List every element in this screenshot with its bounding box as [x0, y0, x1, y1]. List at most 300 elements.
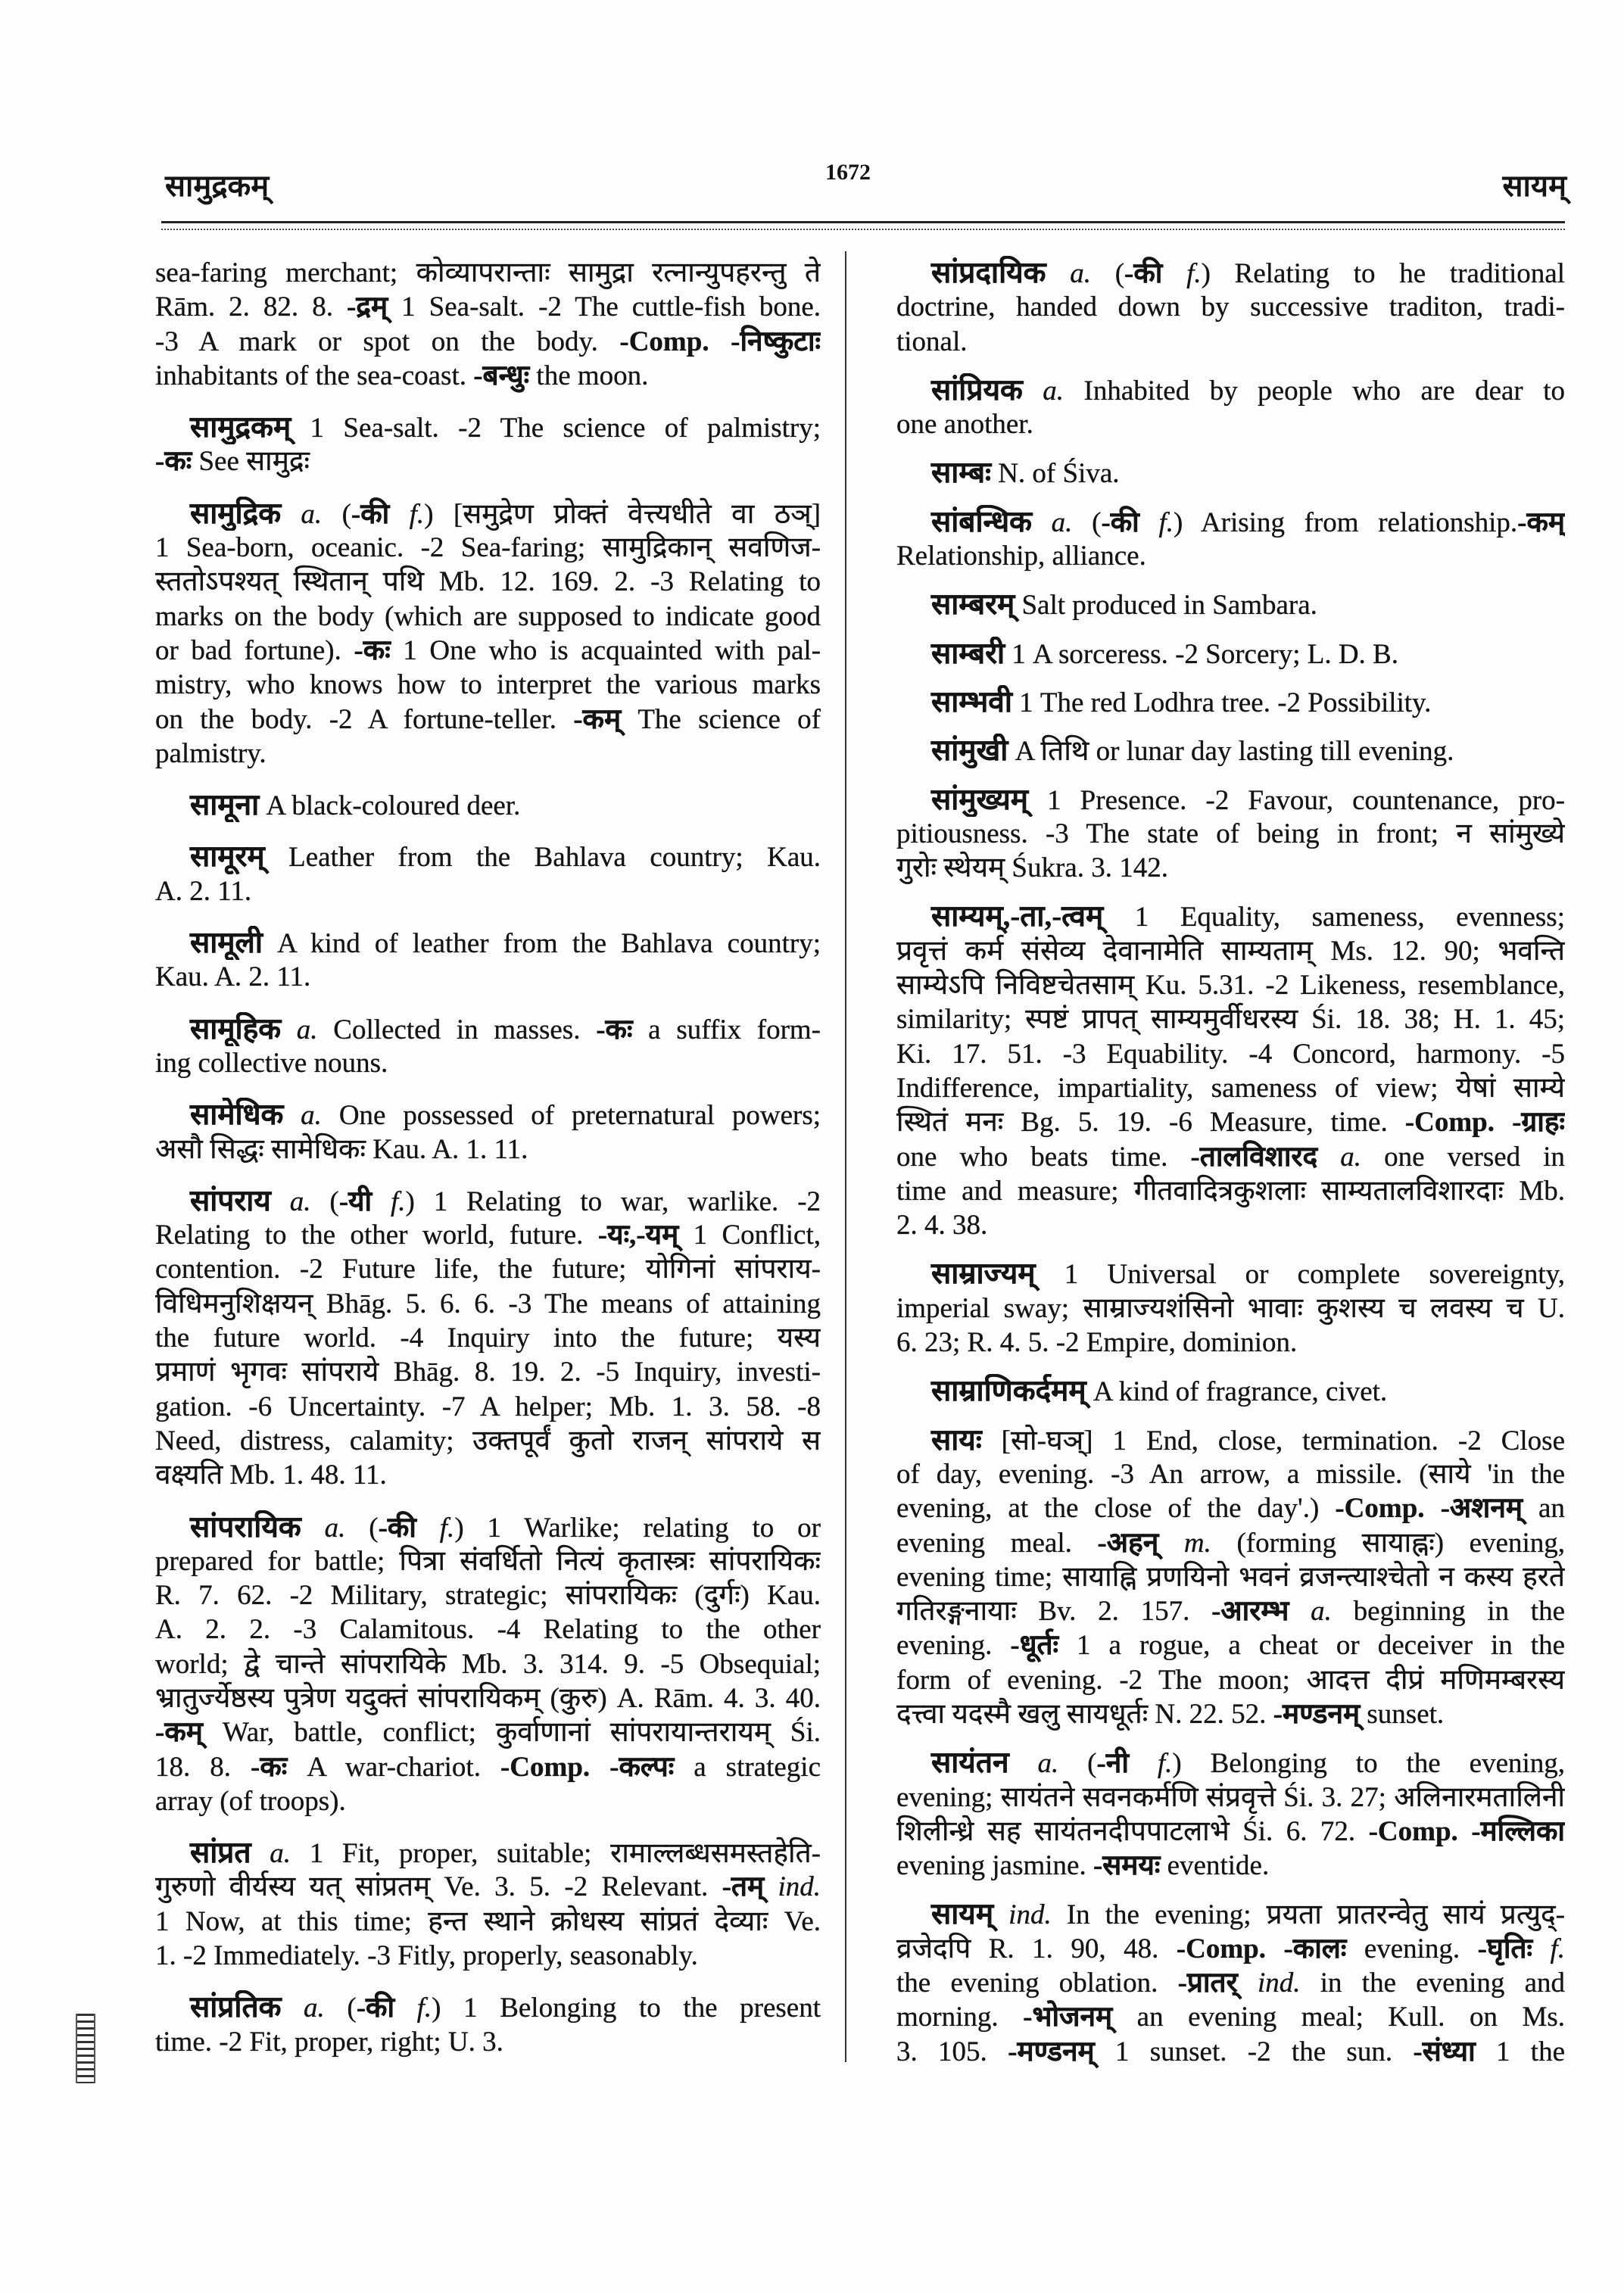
definition-text: 1 A sorceress. -2 Sorcery; L. D. B. — [1005, 638, 1398, 670]
headword: सांमुख्यम् — [931, 783, 1028, 816]
grammar-label: f. — [416, 1512, 455, 1544]
definition-text: ) 1 Belonging to the present — [432, 1992, 821, 2024]
text-line — [896, 1105, 1565, 1139]
bold-subentry: -घृतिः — [1477, 1933, 1532, 1964]
bold-subentry: -नी — [1096, 1748, 1129, 1780]
bold-subentry: -कः — [251, 1751, 288, 1783]
definition-text: स्थितं मनः Bg. 5. 19. -6 Measure, time. — [896, 1107, 1405, 1139]
headword: साम्राणिकर्दमम् — [931, 1375, 1086, 1408]
definition-text: palmistry. — [155, 737, 267, 769]
text-line — [896, 1526, 1565, 1560]
definition-text: प्रमाणं भृगवः सांपराये Bhāg. 8. 19. 2. -5 Inquiry, investi- — [155, 1357, 821, 1388]
text-line — [155, 1390, 821, 1424]
text-line — [896, 1697, 1565, 1731]
text-line — [155, 874, 821, 908]
headword: सामुद्रकम् — [190, 411, 291, 444]
text-line — [896, 1594, 1565, 1628]
bold-subentry: -Comp. -मल्लिका — [1368, 1815, 1565, 1847]
definition-text: 2. 4. 38. — [896, 1210, 988, 1242]
definition-text: 1 Universal or complete sovereignty, — [1035, 1259, 1565, 1291]
dictionary-entry — [896, 456, 1565, 490]
definition-text: contention. -2 Future life, the future; योगिनां सांपराय- — [155, 1254, 821, 1285]
text-line — [896, 899, 1565, 933]
definition-text: A. 2. 2. -3 Calamitous. -4 Relating to the other — [155, 1614, 821, 1646]
bold-subentry: -कः — [155, 446, 192, 478]
definition-text: eventide. — [1160, 1850, 1270, 1882]
dictionary-entry — [896, 1423, 1565, 1732]
dictionary-entry — [896, 899, 1565, 1242]
definition-text: a strategic — [674, 1751, 821, 1783]
text-line — [155, 1784, 821, 1818]
text-line — [155, 290, 821, 324]
text-line — [155, 634, 821, 668]
text-line — [155, 1184, 821, 1218]
grammar-label: a. — [1032, 506, 1073, 538]
definition-text: Indifference, impartiality, sameness of view; येषां साम्ये — [896, 1072, 1565, 1104]
text-line — [155, 1939, 821, 1973]
text-line — [155, 497, 821, 531]
dictionary-entry — [155, 926, 821, 995]
definition-text: prepared for battle; पित्रा संवर्धितो नित्यं कृतास्त्रः सांपरायिकः — [155, 1545, 821, 1577]
definition-text: साम्येऽपि निविष्टचेतसाम् Ku. 5.31. -2 Likeness, resemblance, — [896, 970, 1565, 1002]
text-line — [155, 1218, 821, 1252]
definition-text: ) Relating to he traditional — [1201, 258, 1565, 289]
headword: सायंतन — [931, 1746, 1009, 1780]
text-line — [896, 1291, 1565, 1326]
definition-text: ( — [1072, 506, 1102, 538]
grammar-label: m. — [1158, 1527, 1211, 1559]
margin-tick-mark — [76, 2014, 95, 2083]
text-line — [155, 1612, 821, 1647]
definition-text: 1. -2 Immediately. -3 Fitly, properly, seasonably. — [155, 1940, 698, 1972]
definition-text: time and measure; गीतवादित्रकुशलाः साम्यतालविशारदाः Mb. — [896, 1175, 1565, 1207]
definition-text: ing collective nouns. — [155, 1047, 388, 1079]
definition-text: doctrine, handed down by successive traditon, tradi- — [896, 291, 1565, 323]
bold-subentry: -तम् — [722, 1871, 765, 1903]
dictionary-entry — [896, 587, 1565, 622]
text-line — [155, 600, 821, 634]
bold-subentry: -की — [1101, 506, 1139, 538]
text-line — [896, 1560, 1565, 1594]
definition-text: evening; सायंतने सवनकर्मणि संप्रवृत्ते Śi. 3. 27; अलिनारमतालिनी — [896, 1781, 1565, 1813]
headword: सामेधिक — [190, 1098, 284, 1132]
headword: साम्राज्यम् — [931, 1257, 1036, 1291]
definition-text: A तिथि or lunar day lasting till evening. — [1008, 736, 1454, 768]
text-line — [896, 1174, 1565, 1208]
definition-text: भ्रातुर्ज्येष्ठस्य पुत्रेण यदुक्तं सांपरायिकम् (कुरु) A. Rām. 4. 3. 40. — [155, 1682, 821, 1714]
text-line — [155, 444, 821, 478]
text-line — [155, 1012, 821, 1046]
dictionary-entry — [155, 1836, 821, 1973]
definition-text: A. 2. 11. — [155, 875, 252, 907]
text-line — [155, 1990, 821, 2024]
text-line — [896, 968, 1565, 1002]
bold-subentry: -अहन् — [1097, 1527, 1159, 1559]
definition-text: 6. 23; R. 4. 5. -2 Empire, dominion. — [896, 1327, 1298, 1359]
text-line — [896, 1932, 1565, 1966]
definition-text: array (of troops). — [155, 1785, 346, 1817]
definition-text: inhabitants of the sea-coast. — [155, 360, 474, 391]
text-line — [896, 1628, 1565, 1662]
dictionary-entry — [155, 1510, 821, 1819]
text-line — [155, 1905, 821, 1939]
header-rule — [161, 221, 1565, 223]
text-line — [155, 1836, 821, 1870]
definition-text: 1 sunset. -2 the sun. — [1094, 2036, 1414, 2067]
header-dotted-rule — [161, 229, 1565, 230]
text-line — [155, 1510, 821, 1544]
definition-text: N. of Śiva. — [990, 458, 1120, 490]
grammar-label: a. — [281, 498, 323, 530]
definition-text: 1 One who is acquainted with pal- — [390, 634, 821, 666]
text-line — [896, 1208, 1565, 1242]
definition-text: one another. — [896, 409, 1033, 441]
text-line — [155, 926, 821, 960]
bold-subentry: -Comp. -अशनम् — [1335, 1493, 1523, 1525]
definition-text: form of evening. -2 The moon; आदत्त दीप्रं मणिमम्बरस्य — [896, 1664, 1565, 1696]
grammar-label: f. — [1162, 258, 1202, 289]
bold-subentry: -की — [378, 1512, 416, 1544]
text-line — [155, 1458, 821, 1492]
definition-text: world; द्वे चान्ते सांपरायिके Mb. 3. 314. 9. -5 Obsequial; — [155, 1648, 821, 1680]
bold-subentry: -समयः — [1093, 1850, 1161, 1882]
text-line — [896, 851, 1565, 885]
definition-text: ) Arising from relationship. — [1173, 506, 1518, 538]
definition-text: 1 Sea-born, oceanic. -2 Sea-faring; सामुद्रिकान् सवणिज- — [155, 532, 821, 564]
definition-text: ( — [1058, 1748, 1097, 1780]
definition-text: evening meal. — [896, 1527, 1098, 1559]
dictionary-entry — [155, 840, 821, 908]
text-line — [896, 505, 1565, 539]
text-line — [896, 2035, 1565, 2069]
definition-text: वक्ष्यति Mb. 1. 48. 11. — [155, 1460, 387, 1491]
bold-subentry: -कः — [596, 1014, 633, 1045]
headword: सांमुखी — [931, 734, 1008, 768]
text-line — [155, 1578, 821, 1612]
headword: सांप्रतिक — [190, 1991, 282, 2024]
definition-text: ) 1 Warlike; relating to or — [454, 1512, 821, 1544]
text-line — [896, 1326, 1565, 1360]
definition-text: दत्त्वा यदस्मै खलु सायधूर्तः N. 22. 52. — [896, 1698, 1273, 1730]
headword: सांबन्धिक — [931, 505, 1032, 538]
grammar-label: a. — [281, 1014, 318, 1045]
grammar-label: ind. — [764, 1871, 821, 1903]
text-line — [896, 1374, 1565, 1408]
grammar-label: f. — [372, 1185, 406, 1217]
column-divider — [845, 251, 846, 2062]
definition-text: morning. — [896, 2002, 1024, 2033]
definition-text: evening time; सायाह्नि प्रणयिनो भवनं व्रजन्त्याश्चेतो न कस्य हरते — [896, 1561, 1565, 1593]
text-line — [155, 565, 821, 599]
definition-text: A kind of leather from the Bahlava country; — [262, 928, 821, 960]
definition-text: evening jasmine. — [896, 1850, 1093, 1882]
text-line — [896, 1966, 1565, 2000]
text-line — [896, 685, 1565, 719]
dictionary-entry — [155, 1990, 821, 2059]
headword: सामूरम् — [190, 840, 265, 874]
text-line — [155, 1132, 821, 1167]
text-line — [155, 668, 821, 702]
text-line — [896, 1897, 1565, 1931]
definition-text: A kind of fragrance, civet. — [1086, 1376, 1388, 1408]
definition-text: The science of — [621, 703, 821, 735]
bold-subentry: -Comp. -ग्राहः — [1404, 1107, 1565, 1139]
grammar-label: f. — [394, 1992, 432, 2024]
definition-text: असौ सिद्धः सामेधिकः Kau. A. 1. 11. — [155, 1133, 528, 1165]
text-line — [896, 407, 1565, 441]
text-line — [155, 1252, 821, 1286]
text-line — [896, 290, 1565, 324]
grammar-label: ind. — [993, 1899, 1052, 1931]
bold-subentry: -Comp. -निष्कुटाः — [619, 326, 821, 357]
headword: सांप्रियक — [931, 373, 1023, 407]
headword: सामूहिक — [190, 1012, 282, 1045]
definition-text: 1 Fit, proper, suitable; रामाल्लब्धसमस्तहेति- — [291, 1838, 821, 1870]
text-line — [155, 788, 821, 822]
definition-text: 1 Conflict, — [678, 1220, 821, 1251]
definition-text: Kau. A. 2. 11. — [155, 961, 311, 993]
definition-text: A black-coloured deer. — [259, 790, 521, 822]
definition-text: Inhabited by people who are dear to — [1064, 375, 1565, 407]
headword: सायः — [931, 1423, 982, 1456]
bold-subentry: -की — [1124, 258, 1163, 289]
dictionary-entry — [896, 1746, 1565, 1883]
definition-text: व्रजेदपि R. 1. 90, 48. — [896, 1933, 1177, 1964]
dictionary-entry — [896, 256, 1565, 359]
grammar-label: f. — [1128, 1748, 1173, 1780]
definition-text: विधिमनुशिक्षयन् Bhāg. 5. 6. 6. -3 The means of attaining — [155, 1288, 821, 1319]
text-line — [896, 1071, 1565, 1105]
headword: सांपरायिक — [190, 1510, 301, 1544]
bold-subentry: -की — [356, 1992, 395, 2024]
definition-text: 1 Sea-salt. -2 The cuttle-fish bone. — [388, 291, 821, 323]
definition-text: gation. -6 Uncertainty. -7 A helper; Mb. 1. 3. 58. -8 — [155, 1391, 821, 1422]
definition-text: evening. — [896, 1630, 1011, 1662]
dictionary-entry — [155, 788, 821, 822]
definition-text: [सो-घञ्] 1 End, close, termination. -2 Close — [981, 1425, 1565, 1456]
text-line — [896, 1037, 1565, 1071]
grammar-label: a. — [301, 1512, 346, 1544]
definition-text: on the body. -2 A fortune-teller. — [155, 703, 574, 735]
headword: साम्बरम् — [931, 588, 1015, 622]
text-line — [896, 456, 1565, 490]
text-line — [155, 256, 821, 290]
text-line — [155, 840, 821, 874]
definition-text: 1 Now, at this time; हन्त स्थाने क्रोधस्य सांप्रतं देव्याः Ve. — [155, 1905, 821, 1937]
bold-subentry: -द्रम् — [347, 291, 388, 323]
definition-text: Need, distress, calamity; उक्तपूर्वं कुतो राजन् सांपराये स — [155, 1425, 821, 1456]
definition-text: See सामुद्रः — [192, 446, 310, 478]
definition-text: 1 a rogue, a cheat or deceiver in the — [1058, 1630, 1565, 1662]
bold-subentry: -भोजनम् — [1023, 2002, 1113, 2033]
text-line — [155, 359, 821, 393]
definition-text: imperial sway; साम्राज्यशंसिनो भावाः कुशस्य च लवस्य च U. — [896, 1292, 1565, 1324]
text-line — [155, 325, 821, 359]
definition-text: 1 The red Lodhra tree. -2 Possibility. — [1011, 687, 1432, 718]
definition-text: A war-chariot. — [287, 1751, 500, 1783]
text-line — [896, 1140, 1565, 1174]
bold-subentry: -कः — [354, 634, 391, 666]
text-line — [155, 1321, 821, 1355]
text-line — [155, 531, 821, 565]
grammar-label: a. — [1008, 1748, 1059, 1780]
grammar-label: a. — [281, 1992, 325, 2024]
grammar-label: a. — [1022, 375, 1064, 407]
text-line — [896, 1815, 1565, 1849]
text-line — [155, 1715, 821, 1749]
definition-text: ) Belonging to the evening, — [1172, 1748, 1565, 1780]
definition-text: Collected in masses. — [317, 1014, 597, 1045]
headword: साम्यम्,-ता,-त्वम् — [931, 900, 1104, 933]
text-line — [896, 1491, 1565, 1525]
definition-text: स्ततोऽपश्यत् स्थितान् पथि Mb. 12. 169. 2. -3 Relating to — [155, 566, 821, 598]
definition-text: the evening oblation. — [896, 1967, 1178, 1999]
text-line — [896, 1663, 1565, 1697]
definition-text: time. -2 Fit, proper, right; U. 3. — [155, 2026, 503, 2058]
text-line — [155, 1544, 821, 1578]
definition-text: evening. — [1346, 1933, 1478, 1964]
grammar-label: a. — [1317, 1141, 1362, 1173]
definition-text: one versed in — [1361, 1141, 1565, 1173]
definition-text: marks on the body (which are supposed to indicate good — [155, 600, 821, 632]
dictionary-entry — [155, 1184, 821, 1493]
text-line — [896, 817, 1565, 851]
definition-text: tional. — [896, 326, 968, 357]
text-line — [896, 1781, 1565, 1815]
text-line — [896, 539, 1565, 573]
right-column — [896, 256, 1565, 2069]
dictionary-entry — [896, 734, 1565, 768]
definition-text: (forming सायाह्नः) evening, — [1211, 1527, 1565, 1559]
headword: सांप्रत — [190, 1837, 251, 1870]
definition-text: a suffix form- — [632, 1014, 821, 1045]
grammar-label: f. — [389, 498, 425, 530]
dictionary-entry — [155, 1012, 821, 1081]
headword: साम्बरी — [931, 637, 1005, 670]
definition-text: ( — [310, 1185, 339, 1217]
headword: सांपराय — [190, 1184, 271, 1217]
definition-text: -3 A mark or spot on the body. — [155, 326, 620, 357]
definition-text: ) 1 Relating to war, warlike. -2 — [405, 1185, 821, 1217]
definition-text: शिलीन्ध्रे सह सायंतनदीपपाटलाभे Śi. 6. 72. — [896, 1815, 1369, 1847]
definition-text: In the evening; प्रयता प्रातरन्वेतु सायं प्रत्युद्- — [1051, 1899, 1565, 1931]
bold-subentry: -Comp. -कालः — [1176, 1933, 1347, 1964]
text-line — [155, 1681, 821, 1715]
page-number: 1672 — [825, 160, 871, 185]
headword: साम्भवी — [931, 685, 1012, 718]
dictionary-entry — [896, 637, 1565, 671]
text-line — [155, 1046, 821, 1080]
definition-text: ) [समुद्रेण प्रोक्तं वेत्त्यधीते वा ठञ्] — [424, 498, 821, 530]
text-line — [896, 734, 1565, 768]
definition-text: ( — [345, 1512, 379, 1544]
left-column — [155, 256, 821, 2059]
headword: सामूली — [190, 927, 263, 960]
text-line — [896, 1257, 1565, 1291]
bold-subentry: -कम् — [155, 1717, 203, 1749]
definition-text: War, battle, conflict; कुर्वाणानां सांपरायान्तरायम् Śi. — [202, 1717, 821, 1749]
definition-text: Relating to the other world, future. — [155, 1220, 598, 1251]
dictionary-entry — [155, 1098, 821, 1167]
text-line — [896, 934, 1565, 968]
definition-text: R. 7. 62. -2 Military, strategic; सांपरायिकः (दुर्गः) Kau. — [155, 1580, 821, 1612]
definition-text: गतिरङ्गनायाः Bv. 2. 157. — [896, 1596, 1212, 1628]
grammar-label: f. — [1139, 506, 1174, 538]
bold-subentry: -प्रातर् — [1177, 1967, 1238, 1999]
text-line — [896, 1849, 1565, 1883]
text-line — [155, 1870, 821, 1904]
definition-text: One possessed of preternatural powers; — [321, 1100, 821, 1132]
grammar-label: f. — [1532, 1933, 1565, 1964]
definition-text: ( — [322, 498, 351, 530]
definition-text: गुरोः स्थेयम् Śukra. 3. 142. — [896, 852, 1168, 884]
definition-text: an — [1523, 1493, 1565, 1525]
definition-text: ( — [1090, 258, 1125, 289]
dictionary-entry — [896, 373, 1565, 442]
text-line — [896, 1423, 1565, 1457]
text-line — [896, 256, 1565, 290]
definition-text: Salt produced in Sambara. — [1015, 590, 1317, 622]
text-line — [155, 1647, 821, 1681]
dictionary-entry — [155, 256, 821, 393]
dictionary-entry — [155, 410, 821, 479]
text-line — [155, 1355, 821, 1389]
text-line — [896, 1002, 1565, 1036]
bold-subentry: -मण्डनम् — [1008, 2036, 1095, 2067]
bold-subentry: -धूर्तः — [1010, 1630, 1059, 1662]
bold-subentry: -कम् — [1517, 506, 1565, 538]
definition-text: mistry, who knows how to interpret the various marks — [155, 669, 821, 701]
definition-text: one who beats time. — [896, 1141, 1191, 1173]
definition-text: Relationship, alliance. — [896, 541, 1146, 572]
definition-text: गुरुणो वीर्यस्य यत् सांप्रतम् Ve. 3. 5. -2 Relevant. — [155, 1871, 722, 1903]
text-line — [896, 373, 1565, 407]
text-line — [155, 1750, 821, 1784]
definition-text: sea-faring merchant; कोव्यापरान्ताः सामुद्रा रत्नान्युपहरन्तु ते — [155, 257, 821, 288]
bold-subentry: -तालविशारद — [1190, 1141, 1318, 1173]
text-line — [896, 1746, 1565, 1780]
headword: साम्बः — [931, 456, 991, 490]
dictionary-entry — [896, 783, 1565, 886]
headword: सामूना — [190, 789, 260, 822]
bold-subentry: -यी — [338, 1185, 372, 1217]
definition-text: an evening meal; Kull. on Ms. — [1112, 2002, 1565, 2033]
text-line — [155, 1098, 821, 1132]
definition-text: the moon. — [529, 360, 649, 391]
definition-text: pitiousness. -3 The state of being in front; न सांमुख्ये — [896, 818, 1565, 849]
grammar-label: a. — [251, 1838, 291, 1870]
text-line — [155, 703, 821, 737]
dictionary-entry — [155, 497, 821, 771]
text-line — [896, 1457, 1565, 1491]
text-line — [155, 960, 821, 994]
text-line — [155, 737, 821, 771]
definition-text: ( — [324, 1992, 357, 2024]
grammar-label: a. — [1289, 1596, 1332, 1628]
bold-subentry: -मण्डनम् — [1273, 1698, 1361, 1730]
grammar-label: a. — [283, 1100, 322, 1132]
definition-text: evening, at the close of the day'.) — [896, 1493, 1336, 1525]
text-line — [896, 2000, 1565, 2034]
headword: सांप्रदायिक — [931, 257, 1046, 289]
text-line — [155, 1287, 821, 1321]
headword: सामुद्रिक — [190, 497, 282, 530]
bold-subentry: -कम् — [573, 703, 622, 735]
text-line — [155, 2025, 821, 2059]
definition-text: Ki. 17. 51. -3 Equability. -4 Concord, harmony. -5 — [896, 1038, 1565, 1070]
text-line — [896, 587, 1565, 622]
definition-text: प्रवृत्तं कर्म संसेव्य देवानामेति साम्यताम् Ms. 12. 90; भवन्ति — [896, 935, 1565, 967]
